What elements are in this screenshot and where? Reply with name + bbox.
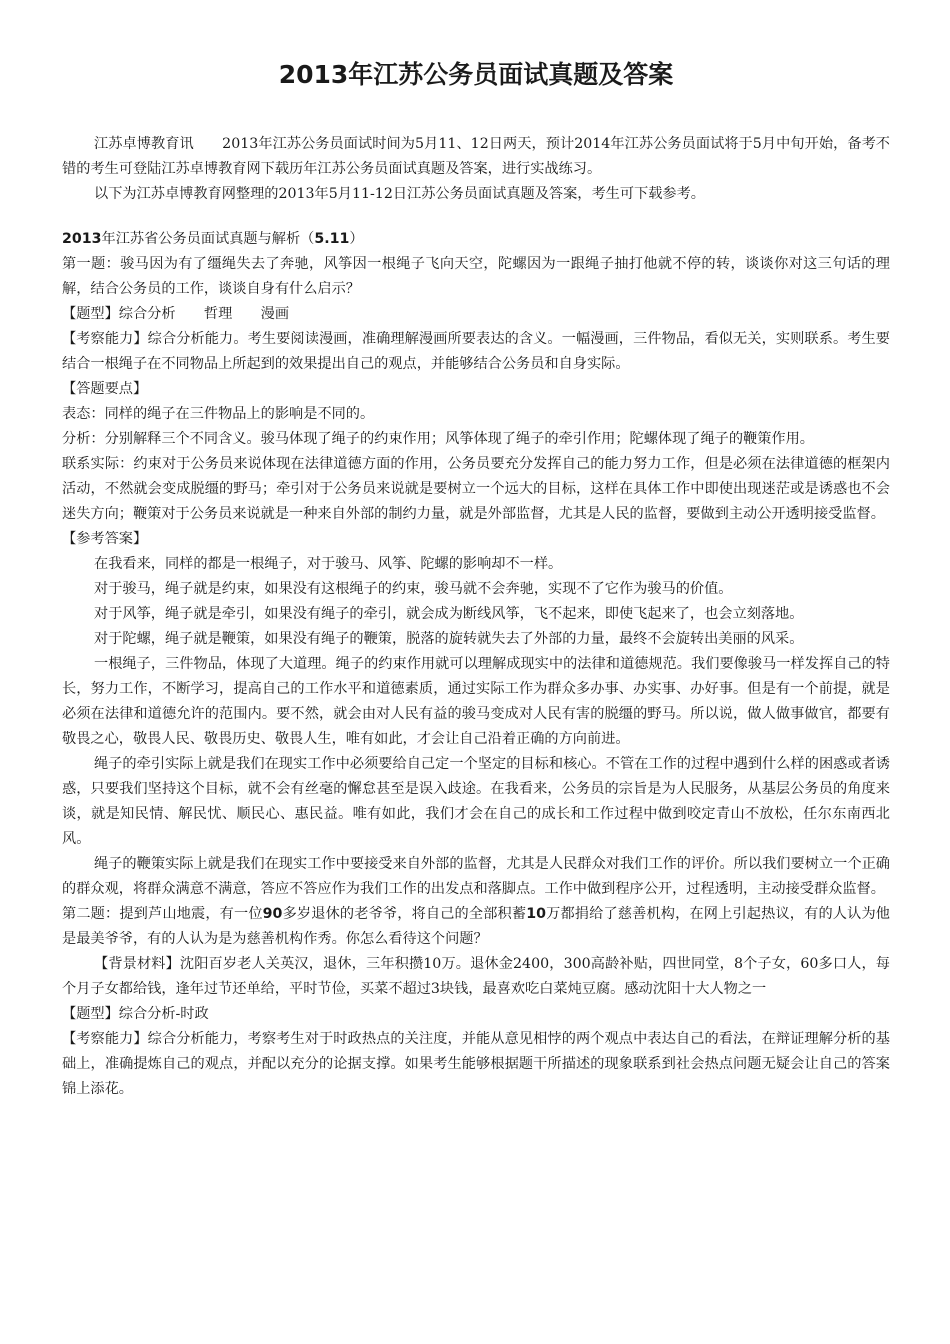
answer-paragraph: 对于陀螺，绳子就是鞭策，如果没有绳子的鞭策，脱落的旋转就失去了外部的力量，最终不会旋转出美丽的风采。 bbox=[94, 631, 804, 647]
question-2-text: 多岁退休的老爷爷，将自己的全部积蓄 bbox=[282, 906, 527, 922]
question-2 bbox=[62, 902, 890, 952]
question-2-background: 【背景材料】沈阳百岁老人关英汉，退休，三年积攒10万。退休金2400，300高龄补贴，四世同堂，8个子女，60多口人，每个月子女都给钱，逢年过节还单给，平时节俭，买菜不超过3块钱，最喜欢吃白菜炖豆腐。感动沈阳十大人物之一 bbox=[62, 956, 890, 997]
question-1-answer-label: 【参考答案】 bbox=[62, 531, 148, 547]
question-1-points-label: 【答题要点】 bbox=[62, 381, 148, 397]
answer-paragraph: 绳子的鞭策实际上就是我们在现实工作中要接受来自外部的监督，尤其是人民群众对我们工作的评价。所以我们要树立一个正确的群众观，将群众满意不满意，答应不答应作为我们工作的出发点和落脚点。工作中做到程序公开，过程透明，主动接受群众监督。 bbox=[62, 856, 890, 897]
answer-paragraph: 绳子的牵引实际上就是我们在现实工作中必须要给自己定一个坚定的目标和核心。不管在工作的过程中遇到什么样的困惑或者诱惑，只要我们坚持这个目标，就不会有丝毫的懈怠甚至是误入歧途。在我看来，公务员的宗旨是为人民服务，从基层公务员的角度来谈，就是知民情、解民忧、顺民心、惠民益。唯有如此，我们才会在自己的成长和工作过程中做到咬定青山不放松，任尔东南西北风。 bbox=[62, 756, 890, 847]
question-2-text: 万都捐给了慈善机构，在网上引起热议，有的人认为他是最美爷爷，有的人认为是为慈善机构作秀。你怎么看待这个问题？ bbox=[62, 906, 890, 947]
section-heading-date: 5.11 bbox=[314, 231, 350, 247]
question-2-type: 【题型】综合分析-时政 bbox=[62, 1006, 209, 1022]
question-1-point: 联系实际：约束对于公务员来说体现在法律道德方面的作用，公务员要充分发挥自己的能力努力工作，但是必须在法律道德的框架内活动，不然就会变成脱缰的野马；牵引对于公务员来说就是要树立一个远大的目标，这样在具体工作中即使出现迷茫或是诱惑也不会迷失方向；鞭策对于公务员来说就是一种来自外部的制约力量，就是外部监督，尤其是人民的监督，要做到主动公开透明接受监督。 bbox=[62, 456, 890, 522]
answer-paragraph: 在我看来，同样的都是一根绳子，对于骏马、风筝、陀螺的影响却不一样。 bbox=[94, 556, 563, 572]
title-text: 年江苏公务员面试真题及答案 bbox=[348, 60, 674, 89]
section-heading-year: 2013 bbox=[62, 231, 102, 247]
intro-paragraph-1: 江苏卓博教育讯 2013年江苏公务员面试时间为5月11、12日两天，预计2014年江苏公务员面试将于5月中旬开始，备考不错的考生可登陆江苏卓博教育网下载历年江苏公务员面试真题及答案，进行实战练习。 bbox=[62, 136, 890, 177]
answer-paragraph: 对于风筝，绳子就是牵引，如果没有绳子的牵引，就会成为断线风筝，飞不起来，即使飞起来了，也会立刻落地。 bbox=[94, 606, 804, 622]
question-1-ability: 【考察能力】综合分析能力。考生要阅读漫画，准确理解漫画所要表达的含义。一幅漫画，三件物品，看似无关，实则联系。考生要结合一根绳子在不同物品上所起到的效果提出自己的观点，并能够结合公务员和自身实际。 bbox=[62, 331, 890, 372]
question-2-text: 第二题：提到芦山地震，有一位 bbox=[62, 906, 263, 922]
spacer bbox=[62, 207, 890, 227]
question-1-type: 【题型】综合分析 哲理 漫画 bbox=[62, 306, 290, 322]
section-heading bbox=[62, 227, 890, 252]
answer-paragraph: 对于骏马，绳子就是约束，如果没有这根绳子的约束，骏马就不会奔驰，实现不了它作为骏马的价值。 bbox=[94, 581, 733, 597]
question-2-ability: 【考察能力】综合分析能力，考察考生对于时政热点的关注度，并能从意见相悖的两个观点中表达自己的看法，在辩证理解分析的基础上，准确提炼自己的观点，并配以充分的论据支撑。如果考生能够根据题干所描述的现象联系到社会热点问题无疑会让自己的答案锦上添花。 bbox=[62, 1031, 890, 1097]
question-1-point: 表态：同样的绳子在三件物品上的影响是不同的。 bbox=[62, 406, 375, 422]
question-1-point: 分析：分别解释三个不同含义。骏马体现了绳子的约束作用；风筝体现了绳子的牵引作用；陀螺体现了绳子的鞭策作用。 bbox=[62, 431, 814, 447]
intro-paragraph-2: 以下为江苏卓博教育网整理的2013年5月11-12日江苏公务员面试真题及答案，考生可下载参考。 bbox=[94, 186, 705, 202]
question-2-amount: 10 bbox=[526, 906, 546, 922]
section-heading-close: ） bbox=[349, 231, 364, 247]
title-year: 2013 bbox=[278, 60, 349, 89]
document-title bbox=[62, 58, 890, 92]
section-heading-text: 年江苏省公务员面试真题与解析（ bbox=[101, 231, 315, 247]
document-page bbox=[62, 58, 890, 1102]
question-2-age: 90 bbox=[262, 906, 283, 922]
question-1: 第一题：骏马因为有了缰绳失去了奔驰，风筝因一根绳子飞向天空，陀螺因为一跟绳子抽打他就不停的转，谈谈你对这三句话的理解，结合公务员的工作，谈谈自身有什么启示？ bbox=[62, 256, 890, 297]
answer-paragraph: 一根绳子，三件物品，体现了大道理。绳子的约束作用就可以理解成现实中的法律和道德规范。我们要像骏马一样发挥自己的特长，努力工作，不断学习，提高自己的工作水平和道德素质，通过实际工作为群众多办事、办实事、办好事。但是有一个前提，就是必须在法律和道德允许的范围内。要不然，就会由对人民有益的骏马变成对人民有害的脱缰的野马。所以说，做人做事做官，都要有敬畏之心，敬畏人民、敬畏历史、敬畏人生，唯有如此，才会让自己沿着正确的方向前进。 bbox=[62, 656, 890, 747]
